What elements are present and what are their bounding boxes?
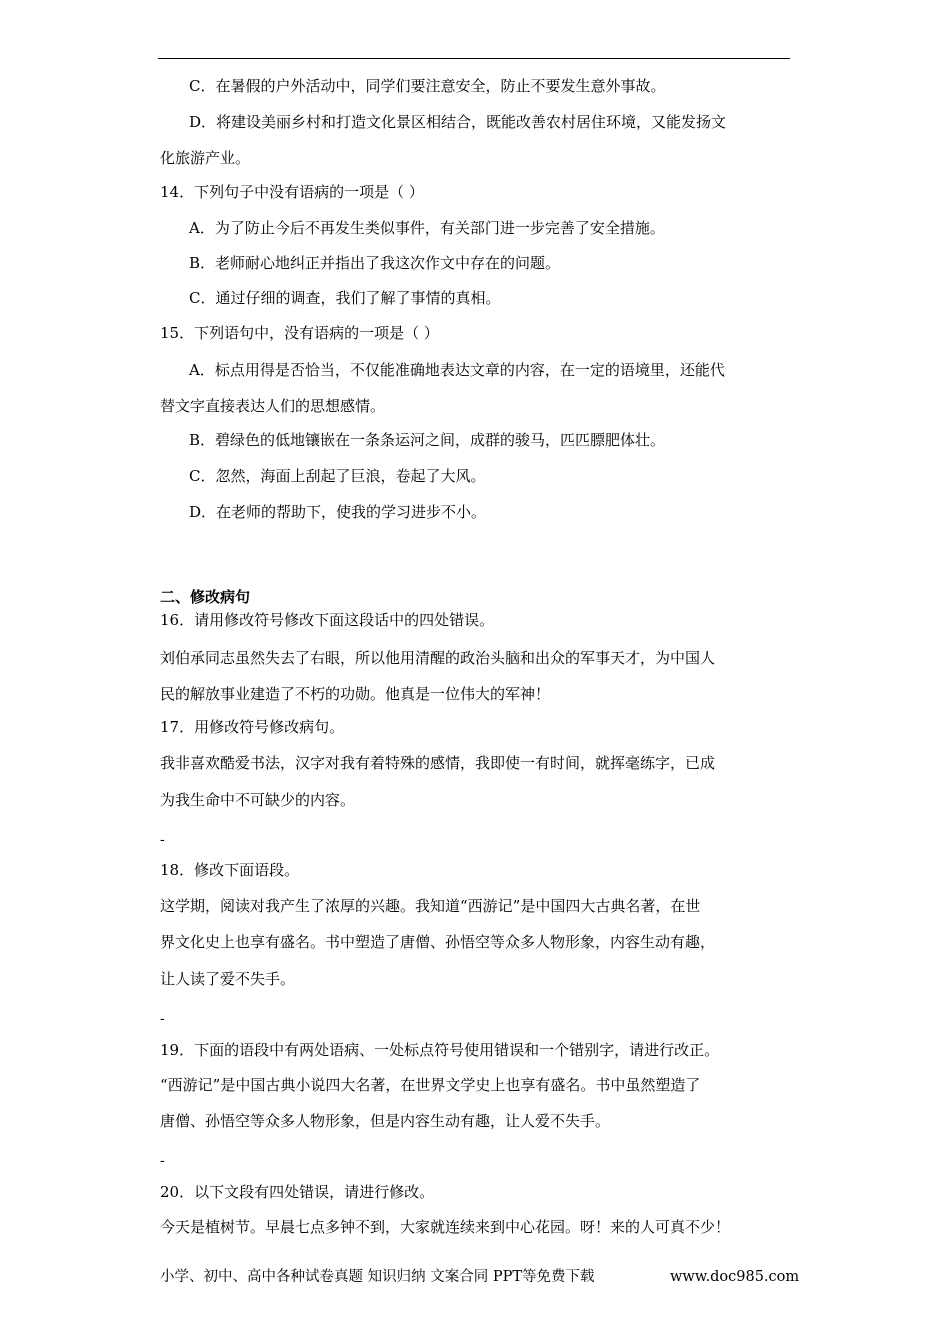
q18-passage-line1: 这学期，阅读对我产生了浓厚的兴趣。我知道“西游记”是中国四大古典名著，在世 <box>160 897 701 915</box>
q15-option-d: D．在老师的帮助下，使我的学习进步不小。 <box>189 503 487 521</box>
q13-option-c: C．在暑假的户外活动中，同学们要注意安全，防止不要发生意外事故。 <box>189 77 666 95</box>
q19-passage-line2: 唐僧、孙悟空等众多人物形象，但是内容生动有趣，让人爱不失手。 <box>160 1112 611 1130</box>
q18-passage-line3: 让人读了爱不失手。 <box>160 970 296 988</box>
q14-option-a: A．为了防止今后不再发生类似事件，有关部门进一步完善了安全措施。 <box>189 219 665 237</box>
q17-passage-line1: 我非喜欢酷爱书法，汉字对我有着特殊的感情，我即使一有时间，就挥毫练字，已成 <box>160 754 716 772</box>
q19-passage-line1: “西游记”是中国古典小说四大名著，在世界文学史上也享有盛名。书中虽然塑造了 <box>160 1076 701 1094</box>
q17-stem: 17．用修改符号修改病句。 <box>160 718 345 736</box>
q19-answer-mark: - <box>160 1153 165 1169</box>
q20-stem: 20．以下文段有四处错误，请进行修改。 <box>160 1183 435 1201</box>
q16-stem: 16．请用修改符号修改下面这段话中的四处错误。 <box>160 611 495 629</box>
q13-option-d-line1: D．将建设美丽乡村和打造文化景区相结合，既能改善农村居住环境，又能发扬文 <box>189 113 727 131</box>
q16-passage-line2: 民的解放事业建造了不朽的功勋。他真是一位伟大的军神！ <box>160 685 551 703</box>
q14-stem: 14．下列句子中没有语病的一项是（ ） <box>160 183 424 201</box>
q18-passage-line2: 界文化史上也享有盛名。书中塑造了唐僧、孙悟空等众多人物形象，内容生动有趣， <box>160 933 716 951</box>
footer-website-link[interactable]: www.doc985.com <box>670 1269 800 1285</box>
q18-stem: 18．修改下面语段。 <box>160 861 300 879</box>
footer-promo-text: 小学、初中、高中各种试卷真题 知识归纳 文案合同 PPT等免费下载 <box>160 1269 595 1285</box>
q16-passage-line1: 刘伯承同志虽然失去了右眼，所以他用清醒的政治头脑和出众的军事天才，为中国人 <box>160 649 716 667</box>
q14-option-c: C．通过仔细的调查，我们了解了事情的真相。 <box>189 289 501 307</box>
q20-passage-line1: 今天是植树节。早晨七点多钟不到，大家就连续来到中心花园。呀！来的人可真不少！ <box>160 1218 731 1236</box>
q17-passage-line2: 为我生命中不可缺少的内容。 <box>160 791 356 809</box>
q15-option-a-line1: A．标点用得是否恰当，不仅能准确地表达文章的内容，在一定的语境里，还能代 <box>189 361 725 379</box>
q15-option-a-line2: 替文字直接表达人们的思想感情。 <box>160 397 386 415</box>
q15-option-b: B．碧绿色的低地镶嵌在一条条运河之间，成群的骏马，匹匹膘肥体壮。 <box>189 431 666 449</box>
section-heading: 二、修改病句 <box>160 588 251 606</box>
header-rule <box>158 58 790 59</box>
q18-answer-mark: - <box>160 1011 165 1027</box>
q17-answer-mark: - <box>160 832 165 848</box>
q19-stem: 19．下面的语段中有两处语病、一处标点符号使用错误和一个错别字，请进行改正。 <box>160 1041 720 1059</box>
q15-option-c: C．忽然，海面上刮起了巨浪，卷起了大风。 <box>189 467 486 485</box>
q13-option-d-line2: 化旅游产业。 <box>160 149 251 167</box>
q14-option-b: B．老师耐心地纠正并指出了我这次作文中存在的问题。 <box>189 254 561 272</box>
q15-stem: 15．下列语句中，没有语病的一项是（ ） <box>160 324 439 342</box>
